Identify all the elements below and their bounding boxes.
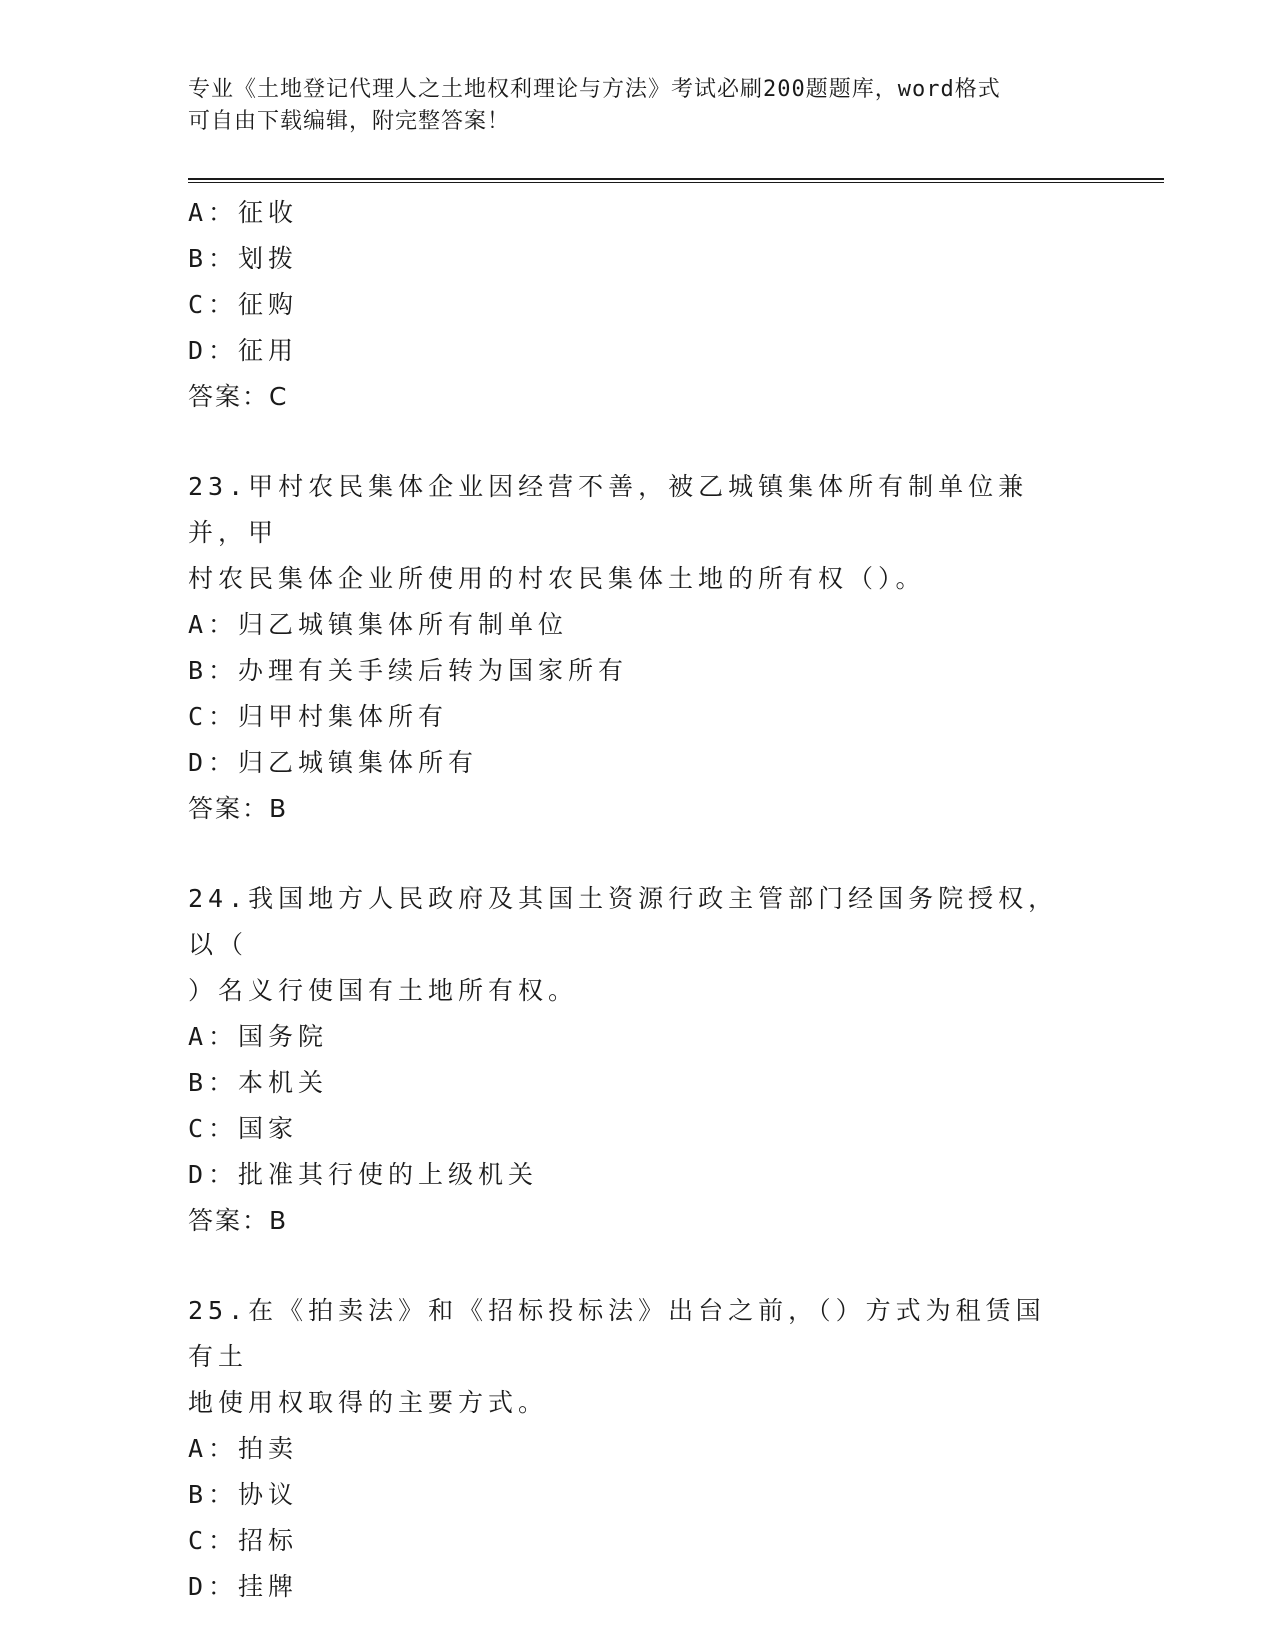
option-d: D：征用 (188, 336, 299, 365)
option-b: B：办理有关手续后转为国家所有 (188, 656, 629, 685)
header-line-1: 专业《土地登记代理人之土地权利理论与方法》考试必刷200题题库，word格式 (188, 77, 1001, 102)
question-text-line-1: 23.甲村农民集体企业因经营不善，被乙城镇集体所有制单位兼并，甲 (188, 472, 1029, 547)
option-d: D：批准其行使的上级机关 (188, 1160, 539, 1189)
question-23-block (188, 464, 1088, 832)
option-c: C：招标 (188, 1526, 299, 1555)
question-text-line-1: 24.我国地方人民政府及其国土资源行政主管部门经国务院授权，以（ (188, 884, 1059, 959)
question-text (188, 876, 1068, 1014)
document-body (188, 190, 1088, 1610)
option-c: C：归甲村集体所有 (188, 702, 449, 731)
question-text-line-1: 25.在《拍卖法》和《招标投标法》出台之前，（）方式为租赁国有土 (188, 1296, 1046, 1371)
option-c: C：国家 (188, 1114, 299, 1143)
question-22-block (188, 190, 1088, 420)
answer-line: 答案：B (188, 794, 289, 823)
option-a: A：征收 (188, 198, 299, 227)
option-a: A：归乙城镇集体所有制单位 (188, 610, 569, 639)
option-c: C：征购 (188, 290, 299, 319)
answer-line: 答案：C (188, 382, 289, 411)
question-text-line-2: ）名义行使国有土地所有权。 (188, 976, 579, 1005)
option-a: A：拍卖 (188, 1434, 299, 1463)
option-a: A：国务院 (188, 1022, 329, 1051)
answer-line: 答案：B (188, 1206, 289, 1235)
question-text-line-2: 地使用权取得的主要方式。 (188, 1388, 549, 1417)
header-line-2: 可自由下载编辑，附完整答案！ (188, 109, 511, 134)
option-b: B：本机关 (188, 1068, 329, 1097)
option-b: B：划拨 (188, 244, 299, 273)
question-text (188, 464, 1068, 602)
question-text-line-2: 村农民集体企业所使用的村农民集体土地的所有权（）。 (188, 564, 926, 593)
document-header (188, 74, 1088, 138)
option-d: D：归乙城镇集体所有 (188, 748, 479, 777)
option-d: D：挂牌 (188, 1572, 299, 1601)
header-divider (188, 178, 1164, 183)
question-24-block (188, 876, 1088, 1244)
question-text (188, 1288, 1068, 1426)
question-25-block (188, 1288, 1088, 1610)
option-b: B：协议 (188, 1480, 299, 1509)
